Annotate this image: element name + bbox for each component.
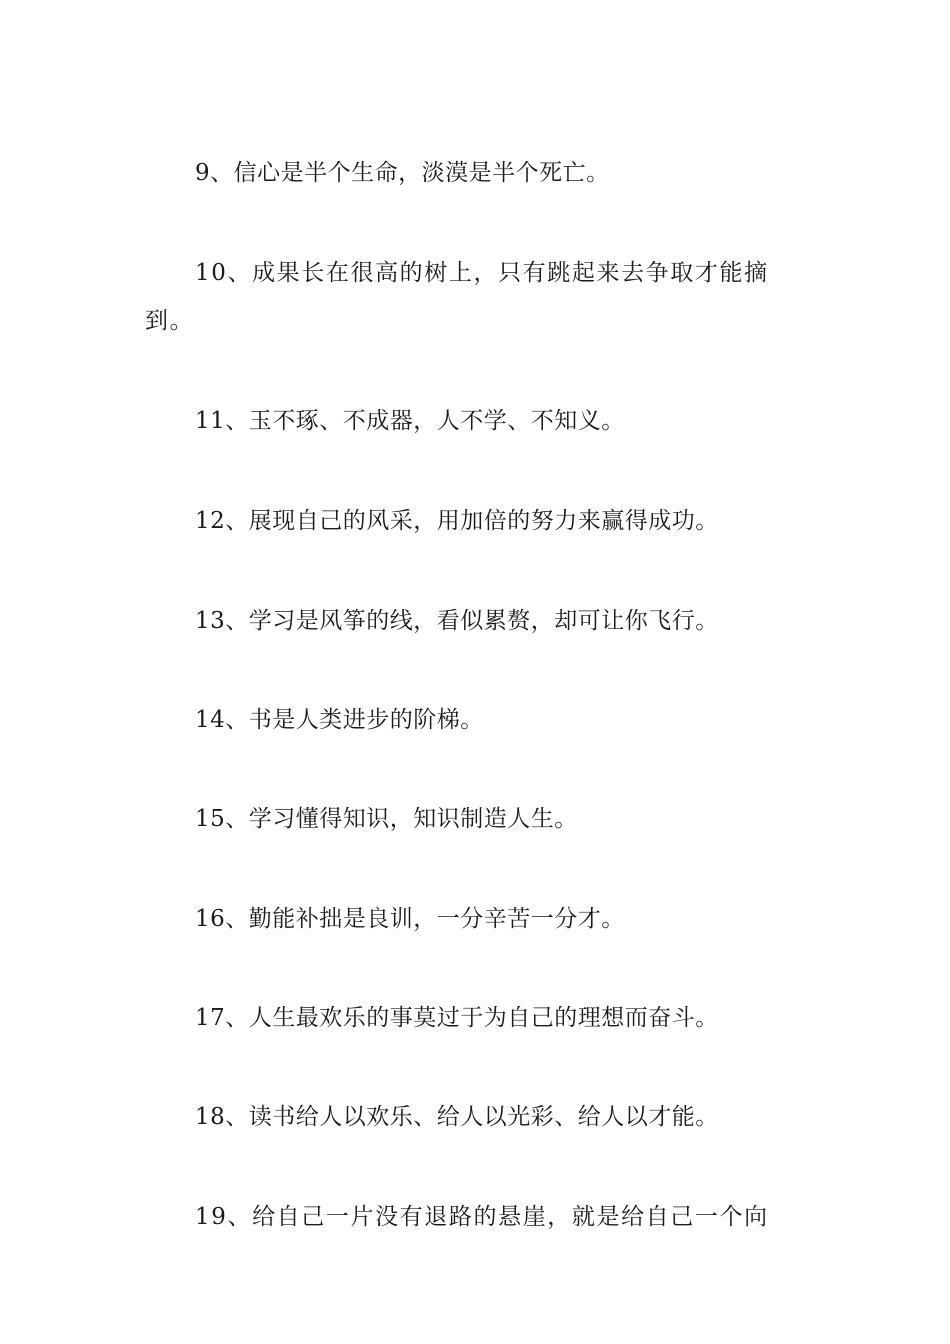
paragraph-13: 13、学习是风筝的线，看似累赘，却可让你飞行。 [195, 608, 719, 634]
paragraph-18: 18、读书给人以欢乐、给人以光彩、给人以才能。 [195, 1104, 719, 1130]
paragraph-17: 17、人生最欢乐的事莫过于为自己的理想而奋斗。 [195, 1005, 719, 1031]
paragraph-11: 11、玉不琢、不成器，人不学、不知义。 [195, 408, 625, 434]
paragraph-12: 12、展现自己的风采，用加倍的努力来赢得成功。 [195, 508, 719, 534]
paragraph-10: 10、成果长在很高的树上，只有跳起来去争取才能摘到。 [145, 260, 769, 334]
paragraph-15: 15、学习懂得知识，知识制造人生。 [195, 806, 578, 832]
paragraph-14: 14、书是人类进步的阶梯。 [195, 707, 484, 733]
paragraph-9: 9、信心是半个生命，淡漠是半个死亡。 [195, 160, 610, 186]
paragraph-19: 19、给自己一片没有退路的悬崖，就是给自己一个向 [195, 1204, 769, 1230]
paragraph-16: 16、勤能补拙是良训，一分辛苦一分才。 [195, 906, 625, 932]
